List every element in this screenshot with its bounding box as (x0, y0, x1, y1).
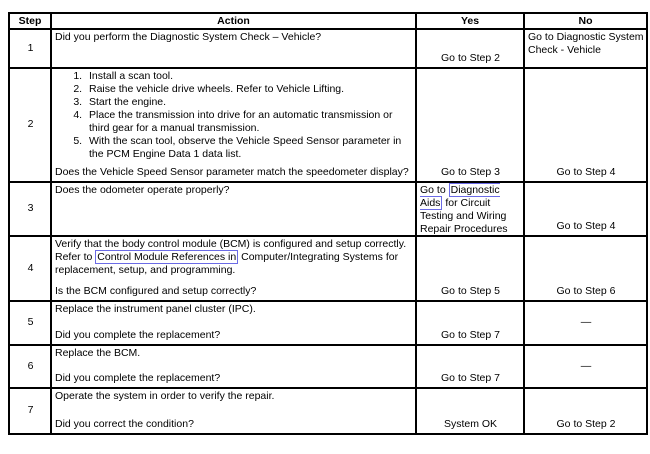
yes-value: Go to Step 7 (441, 372, 500, 384)
action-question: Is the BCM configured and setup correctly? (55, 285, 257, 297)
step-cell: 6 (9, 345, 51, 388)
no-cell (524, 345, 647, 388)
action-question: Did you correct the condition? (55, 418, 194, 430)
table-row-step-2 (9, 68, 647, 182)
no-cell (524, 68, 647, 182)
yes-cell (416, 388, 524, 434)
col-header-step: Step (9, 13, 51, 29)
table-row-step-5 (9, 301, 647, 345)
yes-text-prefix: Go to (420, 184, 449, 196)
no-cell (524, 29, 647, 68)
list-item: 1. Install a scan tool. (85, 70, 413, 83)
list-item: 2. Raise the vehicle drive wheels. Refer to Vehicle Lifting. (85, 83, 413, 96)
action-question: Did you complete the replacement? (55, 372, 221, 384)
action-text: Replace the BCM. (55, 347, 141, 359)
yes-cell (416, 301, 524, 345)
action-cell (51, 236, 416, 301)
list-item: 4. Place the transmission into drive for an automatic transmission or third gear for a manual transmission. (85, 109, 413, 135)
table-row-step-7 (9, 388, 647, 434)
action-text-prefix: Verify that the body control module (BCM) is configured and setup correctly. Refer to (55, 238, 407, 263)
col-header-action: Action (51, 13, 416, 29)
action-question: Did you complete the replacement? (55, 329, 221, 341)
action-cell (51, 388, 416, 434)
yes-value: Go to Step 2 (441, 52, 500, 64)
diagnostic-table (8, 12, 648, 435)
table-row-step-1 (9, 29, 647, 68)
no-dash: — (580, 359, 592, 372)
action-cell (51, 68, 416, 182)
col-header-no: No (524, 13, 647, 29)
no-cell (524, 388, 647, 434)
no-dash: — (580, 316, 592, 328)
col-header-yes: Yes (416, 13, 524, 29)
action-text (55, 238, 413, 277)
step-cell: 3 (9, 182, 51, 236)
step-cell: 1 (9, 29, 51, 68)
step-cell: 5 (9, 301, 51, 345)
yes-cell (416, 182, 524, 236)
table-row-step-4 (9, 236, 647, 301)
no-value: Go to Step 4 (556, 166, 616, 178)
control-module-references-link[interactable]: Control Module References in (97, 251, 237, 263)
no-value: Go to Step 2 (556, 418, 616, 430)
no-value: Go to Diagnostic System Check - Vehicle (528, 31, 644, 56)
yes-value (420, 184, 521, 236)
yes-value: System OK (443, 418, 498, 430)
action-text: Operate the system in order to verify the repair. (55, 390, 275, 402)
action-text-suffix: Computer/Integrating Systems for replacement, setup, and programming. (55, 251, 399, 276)
no-value: Go to Step 4 (556, 220, 616, 232)
table-row-step-3 (9, 182, 647, 236)
action-cell (51, 182, 416, 236)
action-cell (51, 345, 416, 388)
action-cell (51, 29, 416, 68)
no-cell (524, 301, 647, 345)
list-item: 3. Start the engine. (85, 96, 413, 109)
action-question: Does the Vehicle Speed Sensor parameter match the speedometer display? (55, 166, 409, 178)
no-value: Go to Step 6 (556, 285, 616, 297)
yes-cell (416, 68, 524, 182)
action-instruction-list (55, 70, 413, 161)
yes-value: Go to Step 5 (441, 285, 500, 297)
diagnostic-table-container (8, 12, 648, 435)
table-row-step-6 (9, 345, 647, 388)
no-cell (524, 182, 647, 236)
yes-cell (416, 29, 524, 68)
action-text: Replace the instrument panel cluster (IPC). (55, 303, 256, 315)
step-cell: 7 (9, 388, 51, 434)
no-cell (524, 236, 647, 301)
step-cell: 4 (9, 236, 51, 301)
yes-text-suffix: for Circuit Testing and Wiring Repair Procedures (420, 197, 508, 235)
step-cell: 2 (9, 68, 51, 182)
action-cell (51, 301, 416, 345)
action-question: Does the odometer operate properly? (55, 184, 230, 196)
action-question: Did you perform the Diagnostic System Check – Vehicle? (55, 31, 322, 43)
yes-value: Go to Step 3 (441, 166, 500, 178)
yes-value: Go to Step 7 (441, 329, 500, 341)
diagnostic-aids-link[interactable]: Diagnostic Aids (420, 184, 500, 209)
yes-cell (416, 345, 524, 388)
header-row (9, 13, 647, 29)
list-item: 5. With the scan tool, observe the Vehicle Speed Sensor parameter in the PCM Engine Data 1 data list. (85, 135, 413, 161)
yes-cell (416, 236, 524, 301)
